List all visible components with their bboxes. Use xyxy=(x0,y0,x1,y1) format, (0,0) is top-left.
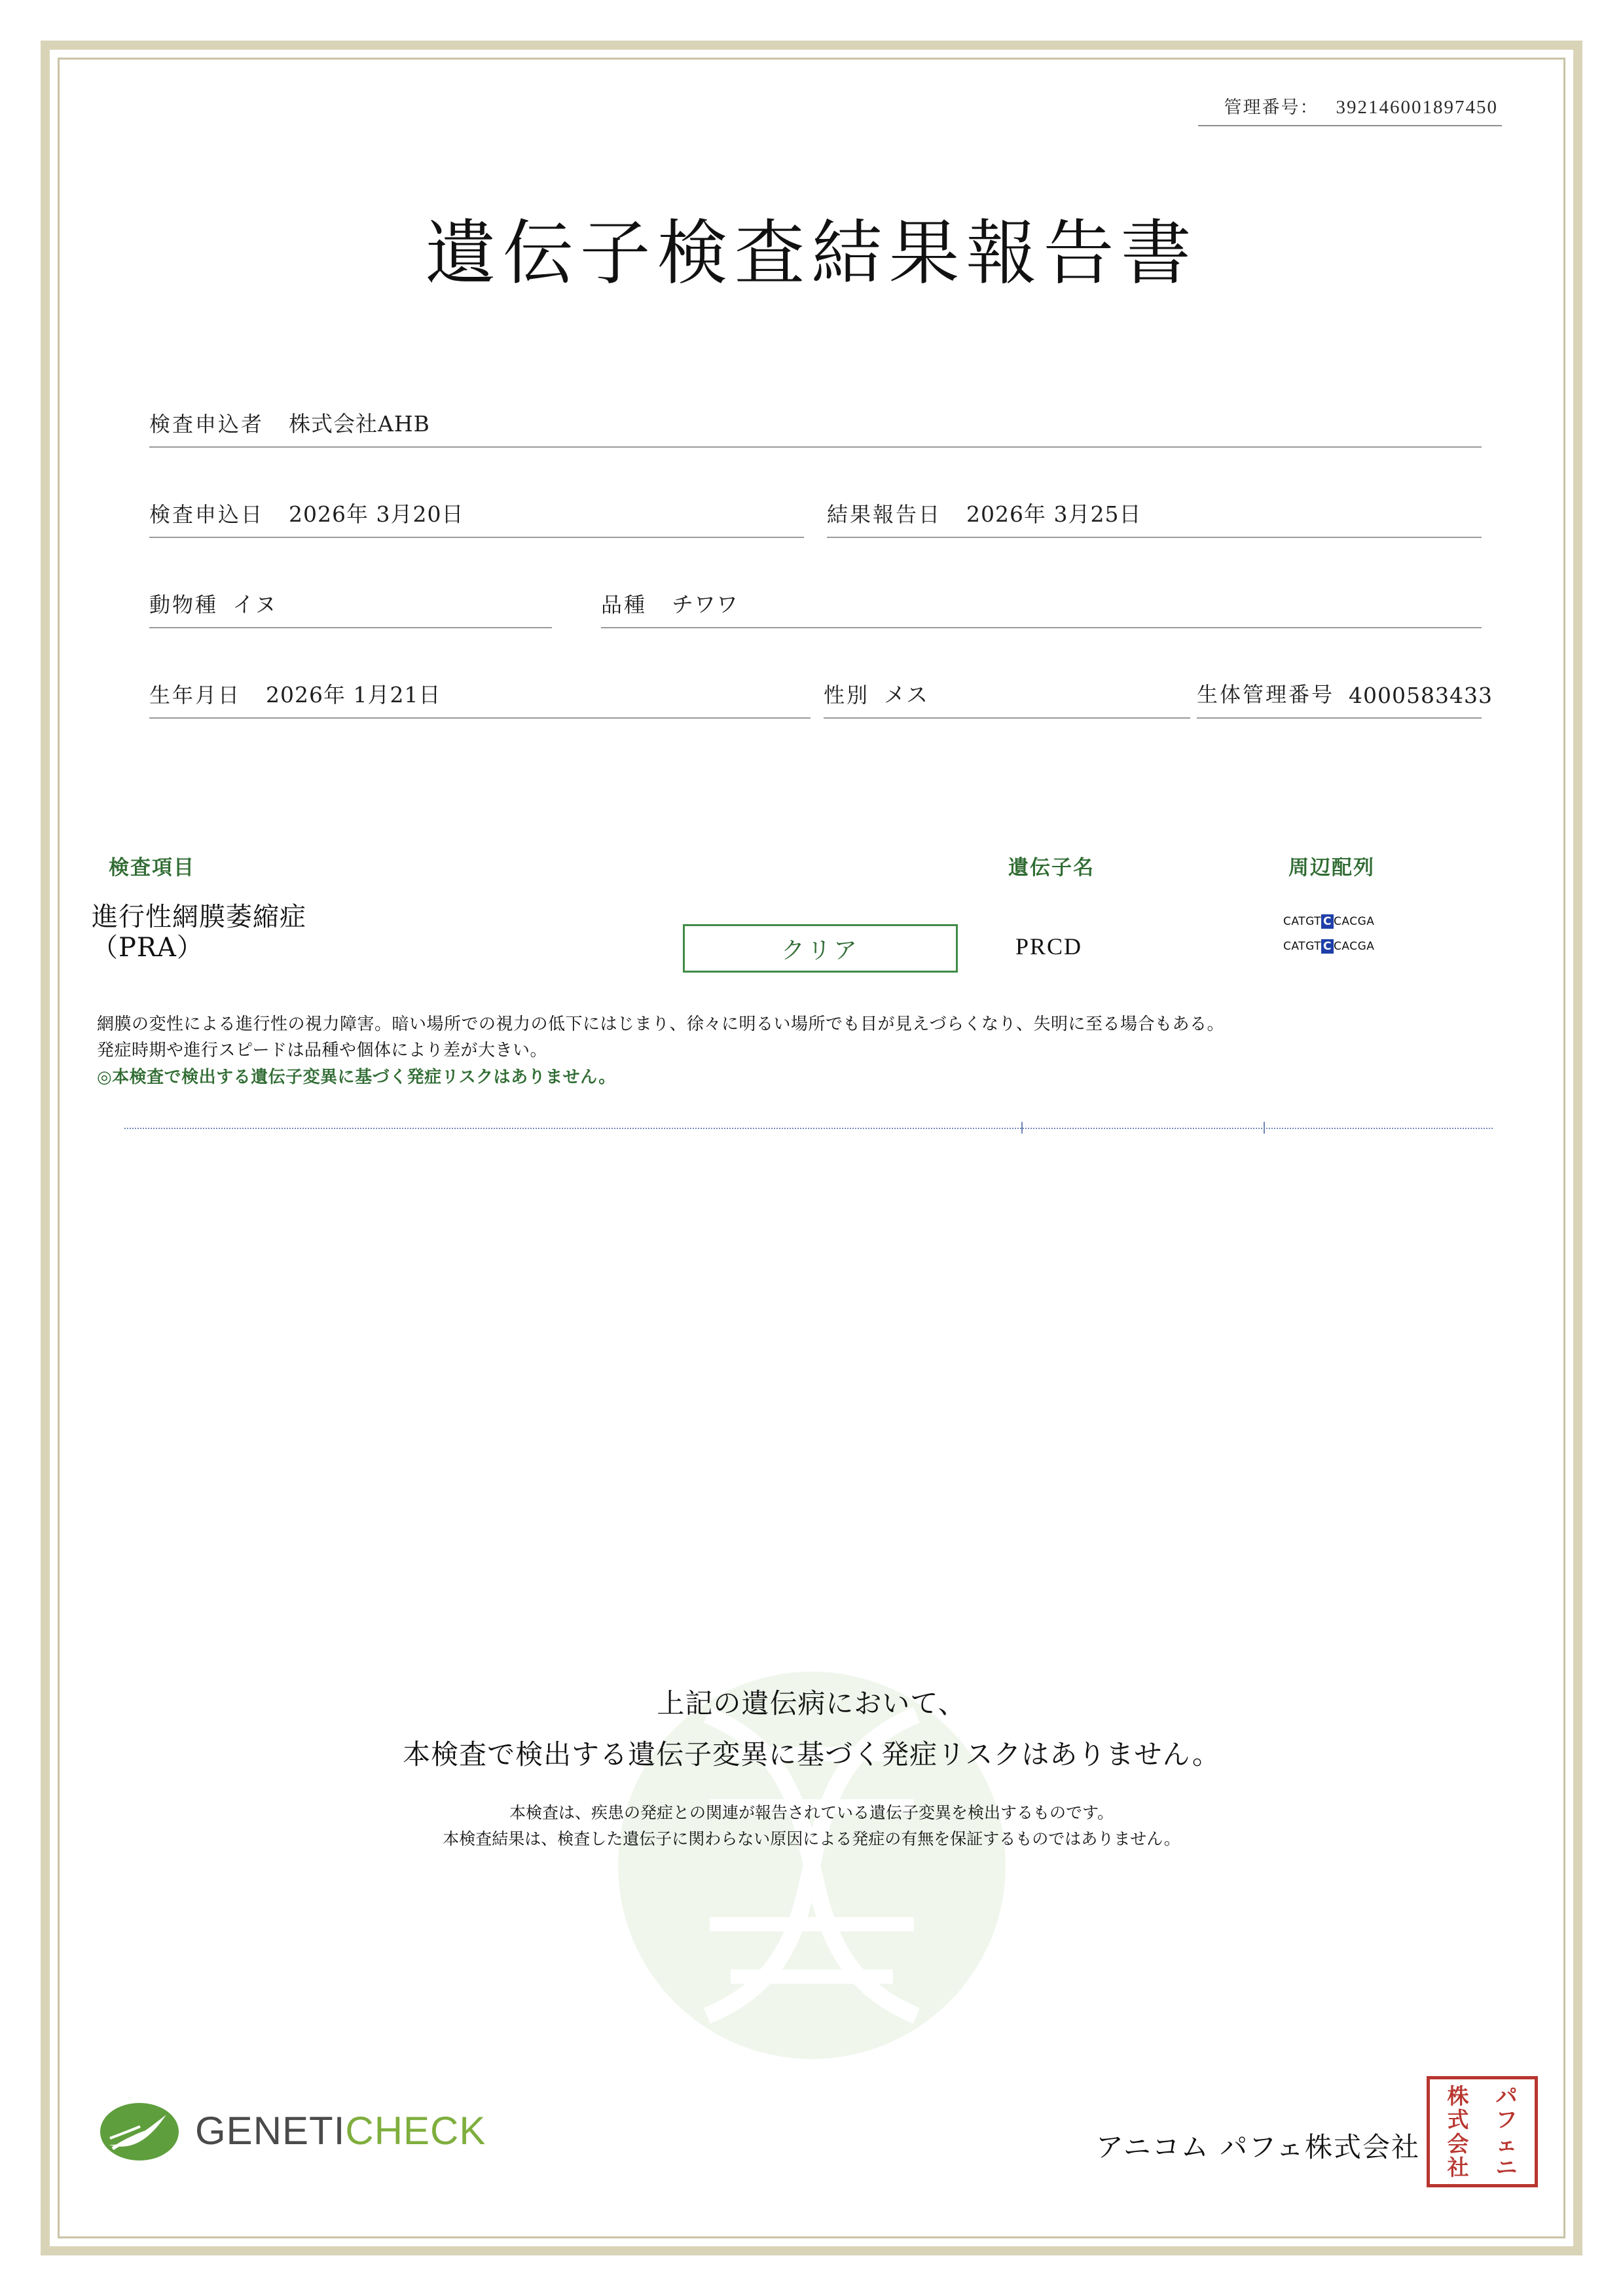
seal-char-7: ニ xyxy=(1495,2154,1518,2180)
field-species-label: 動物種 xyxy=(149,592,219,617)
field-birthdate xyxy=(149,678,811,719)
field-species-value: イヌ xyxy=(232,592,278,617)
seal-column-left xyxy=(1482,2083,1531,2180)
column-header-sequence: 周辺配列 xyxy=(1288,856,1375,880)
field-breed-value: チワワ xyxy=(672,592,739,617)
sequence-line-2 xyxy=(1283,940,1453,953)
logo-wordmark xyxy=(195,2108,486,2153)
summary-note-line-1: 本検査は、疾患の発症との関連が報告されている遺伝子変異を検出するものです。 xyxy=(509,1803,1114,1822)
control-number-label: 管理番号： xyxy=(1224,98,1319,118)
logo-text-dark: GENETI xyxy=(195,2108,346,2153)
field-sex-label: 性別 xyxy=(824,683,870,708)
info-row-birth xyxy=(149,677,1493,719)
seal-char-1: パ xyxy=(1495,2083,1518,2109)
leaf-icon xyxy=(98,2098,181,2163)
column-header-gene-name: 遺伝子名 xyxy=(1008,856,1095,880)
section-divider xyxy=(124,1128,1493,1129)
field-birthdate-label: 生年月日 xyxy=(149,683,242,708)
page-border-inner xyxy=(58,58,1565,2238)
field-sex-value: メス xyxy=(884,682,929,708)
field-breed xyxy=(601,588,1482,628)
field-birthdate-value: 2026年 1月21日 xyxy=(266,682,441,708)
field-apply-date-label: 検査申込日 xyxy=(149,502,264,527)
field-animal-id-label: 生体管理番号 xyxy=(1197,682,1335,707)
seal-char-3: フ xyxy=(1495,2107,1518,2133)
description-line-1: 網膜の変性による進行性の視力障害。暗い場所での視力の低下にはじまり、徐々に明るい場所でも目が見えづらくなり、失明に至る場合もある。 xyxy=(97,1014,1224,1034)
sequence-highlight-1: C xyxy=(1321,914,1334,929)
description-line-2: 発症時期や進行スピードは品種や個体により差が大きい。 xyxy=(97,1041,547,1061)
logo-text-green: CHECK xyxy=(345,2108,486,2153)
gene-name-value: PRCD xyxy=(1015,933,1083,960)
summary-block xyxy=(0,1682,1623,1852)
summary-line-2: 本検査で検出する遺伝子変異に基づく発症リスクはありません。 xyxy=(403,1738,1220,1770)
field-species xyxy=(149,588,552,628)
field-report-date-label: 結果報告日 xyxy=(827,502,942,527)
field-breed-label: 品種 xyxy=(601,592,647,617)
seal-char-6: 社 xyxy=(1447,2154,1469,2180)
company-seal xyxy=(1427,2076,1538,2187)
seal-char-0: 株 xyxy=(1447,2083,1469,2109)
field-sex xyxy=(824,678,1190,719)
info-row-species xyxy=(149,586,1482,628)
field-applicant-value: 株式会社AHB xyxy=(289,411,430,437)
seal-char-5: ェ xyxy=(1495,2130,1518,2157)
result-badge: クリア xyxy=(683,924,958,973)
divider-tick-right xyxy=(1264,1122,1265,1134)
control-number xyxy=(913,93,1502,126)
summary-note-line-2: 本検査結果は、検査した遺伝子に関わらない原因による発症の有無を保証するものではありません。 xyxy=(443,1829,1180,1848)
disease-name-line1: 進行性網膜萎縮症 xyxy=(92,902,306,932)
field-applicant-label: 検査申込者 xyxy=(149,412,264,437)
flanking-sequence xyxy=(1283,915,1453,965)
applicant-info-block xyxy=(149,406,1493,767)
field-applicant xyxy=(149,407,1482,448)
field-animal-id xyxy=(1197,678,1493,719)
disease-name xyxy=(92,902,306,963)
seal-column-right xyxy=(1434,2083,1482,2180)
disease-name-line2: （PRA） xyxy=(92,933,204,963)
sequence-highlight-2: C xyxy=(1321,939,1334,954)
disease-description xyxy=(97,1011,1491,1090)
summary-line-1: 上記の遺伝病において、 xyxy=(657,1687,966,1719)
field-animal-id-value: 4000583433 xyxy=(1349,683,1493,708)
sequence-prefix-1: CATGT xyxy=(1283,915,1322,928)
field-apply-date xyxy=(149,497,804,538)
control-number-value: 392146001897450 xyxy=(1336,97,1498,118)
sequence-suffix-2: CACGA xyxy=(1334,940,1375,953)
field-report-date xyxy=(827,497,1482,538)
info-row-applicant xyxy=(149,406,1482,448)
sequence-suffix-1: CACGA xyxy=(1334,915,1375,928)
field-report-date-value: 2026年 3月25日 xyxy=(966,501,1142,527)
divider-tick-left xyxy=(1021,1122,1023,1134)
seal-char-4: 会 xyxy=(1447,2130,1469,2157)
sequence-prefix-2: CATGT xyxy=(1283,940,1322,953)
risk-statement: ◎本検査で検出する遺伝子変異に基づく発症リスクはありません。 xyxy=(97,1067,616,1087)
info-row-dates xyxy=(149,496,1482,538)
column-header-test-item: 検査項目 xyxy=(109,856,195,880)
geneticheck-logo xyxy=(98,2098,486,2163)
field-apply-date-value: 2026年 3月20日 xyxy=(289,501,464,527)
sequence-line-1 xyxy=(1283,915,1453,928)
page-title: 遺伝子検査結果報告書 xyxy=(425,213,1198,295)
summary-note xyxy=(0,1800,1623,1852)
company-name: アニコム パフェ株式会社 xyxy=(1095,2131,1420,2163)
seal-char-2: 式 xyxy=(1447,2107,1469,2133)
